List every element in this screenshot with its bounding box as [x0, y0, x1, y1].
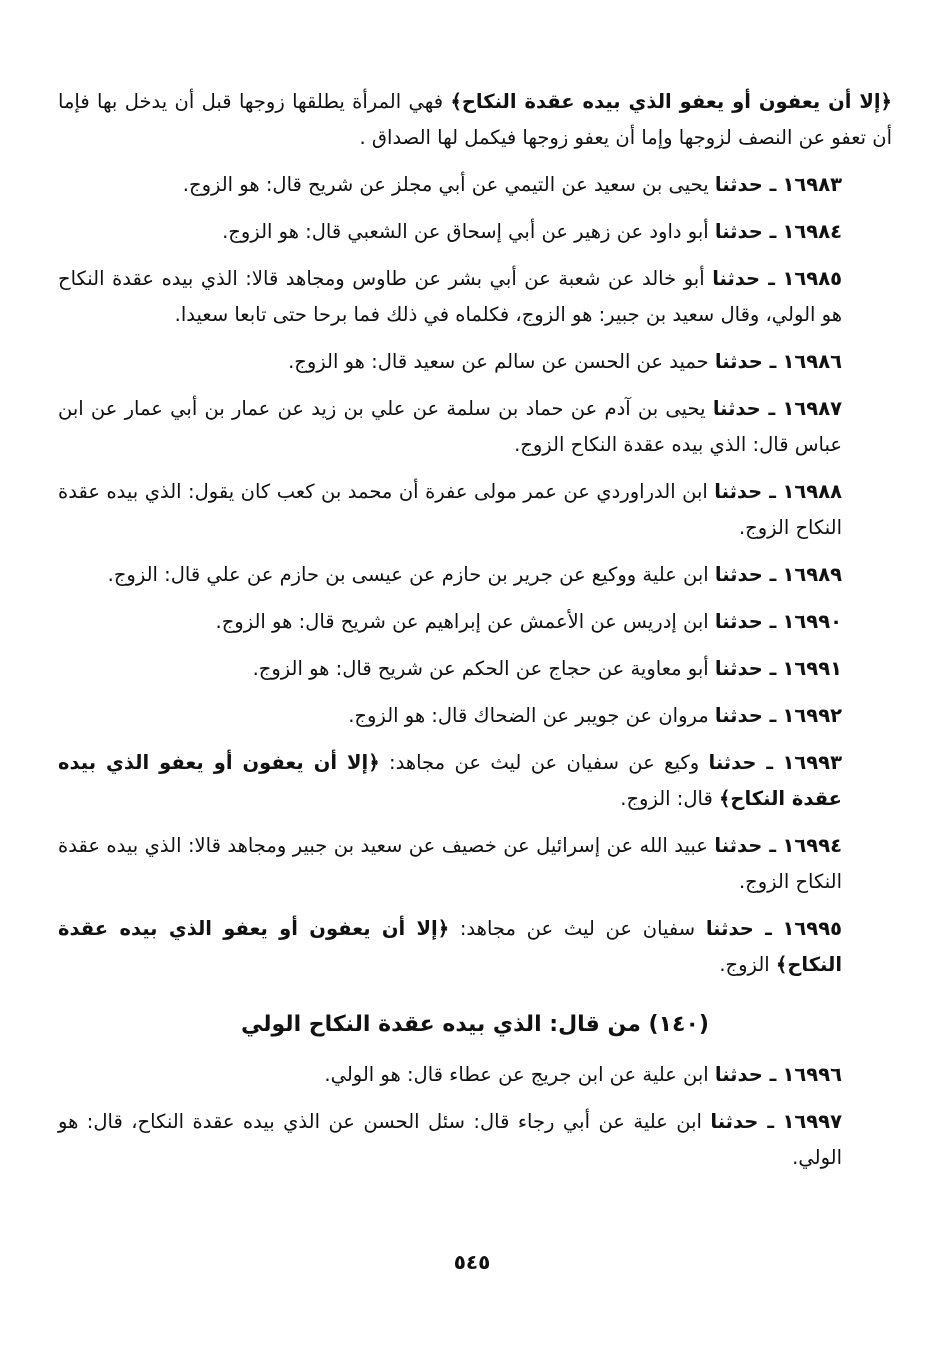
hadith-number: ١٦٩٩٥ — [782, 917, 842, 940]
hadith-lead: ـ حدثنا — [714, 563, 777, 586]
hadith-lead: ـ حدثنا — [714, 350, 777, 373]
hadith-lead: ـ حدثنا — [708, 751, 774, 774]
hadith-number: ١٦٩٩٤ — [782, 834, 842, 857]
quran-quote: ﴿إلا أن يعفون أو يعفو الذي بيده عقدة النكاح﴾ — [450, 90, 892, 113]
hadith-number: ١٦٩٨٦ — [782, 350, 842, 373]
hadith-entry — [58, 344, 892, 380]
hadith-lead: ـ حدثنا — [714, 173, 777, 196]
hadith-entry — [58, 698, 892, 734]
hadith-text: يحيى بن آدم عن حماد بن سلمة عن علي بن زيد عن عمار بن أبي عمار عن ابن عباس قال: الذي بيده عقدة النكاح الزوج. — [58, 397, 842, 456]
intro-paragraph — [58, 84, 892, 156]
hadith-entry — [58, 557, 892, 593]
hadith-lead: ـ حدثنا — [714, 220, 777, 243]
hadith-lead: ـ حدثنا — [712, 397, 776, 420]
hadith-entry — [58, 391, 892, 463]
hadith-entry — [58, 214, 892, 250]
hadith-list — [58, 167, 892, 983]
hadith-lead: ـ حدثنا — [714, 480, 776, 503]
hadith-lead: ـ حدثنا — [712, 267, 775, 290]
hadith-number: ١٦٩٨٧ — [782, 397, 842, 420]
hadith-number: ١٦٩٩٠ — [782, 610, 842, 633]
hadith-lead: ـ حدثنا — [714, 610, 777, 633]
hadith-entry — [58, 911, 892, 983]
hadith-lead: ـ حدثنا — [710, 1110, 775, 1133]
hadith-tail: قال: الزوج. — [620, 787, 719, 810]
hadith-lead: ـ حدثنا — [714, 657, 777, 680]
hadith-text: ابن إدريس عن الأعمش عن إبراهيم عن شريح قال: هو الزوج. — [215, 610, 715, 633]
hadith-number: ١٦٩٩١ — [782, 657, 842, 680]
hadith-text: ابن علية عن أبي رجاء قال: سئل الحسن عن الذي بيده عقدة النكاح، قال: هو الولي. — [58, 1110, 842, 1169]
hadith-entry — [58, 604, 892, 640]
intro-text: فهي المرأة يطلقها زوجها قبل أن يدخل بها فإما أن تعفو عن النصف لزوجها وإما أن يعفو زوجها فيكمل لها الصداق . — [58, 90, 892, 149]
quran-quote: ﴿إلا أن يعفون أو يعفو الذي بيده عقدة النكاح﴾ — [58, 751, 842, 810]
hadith-text: ابن علية ووكيع عن جرير بن حازم عن عيسى بن حازم عن علي قال: الزوج. — [107, 563, 715, 586]
hadith-lead: ـ حدثنا — [705, 917, 772, 940]
hadith-entry — [58, 828, 892, 900]
hadith-text: مروان عن جويبر عن الضحاك قال: هو الزوج. — [348, 704, 715, 727]
hadith-text: أبو داود عن زهير عن أبي إسحاق عن الشعبي قال: هو الزوج. — [222, 220, 715, 243]
page-number: ٥٤٥ — [453, 1250, 491, 1274]
hadith-text: ابن الدراوردي عن عمر مولى عفرة أن محمد بن كعب كان يقول: الذي بيده عقدة النكاح الزوج. — [58, 480, 842, 539]
hadith-number: ١٦٩٨٤ — [782, 220, 842, 243]
hadith-entry — [58, 745, 892, 817]
hadith-lead: ـ حدثنا — [714, 834, 777, 857]
hadith-entry — [58, 651, 892, 687]
hadith-entry — [58, 474, 892, 546]
hadith-number: ١٦٩٨٩ — [782, 563, 842, 586]
hadith-list-2 — [58, 1057, 892, 1176]
hadith-number: ١٦٩٩٣ — [782, 751, 842, 774]
hadith-text: أبو خالد عن شعبة عن أبي بشر عن طاوس ومجاهد قالا: الذي بيده عقدة النكاح هو الولي، وقال سعيد بن جبير: هو الزوج، فكلماه في ذلك فما برحا حتى تابعا سعيدا. — [58, 267, 842, 326]
hadith-lead: ـ حدثنا — [714, 1063, 777, 1086]
hadith-number: ١٦٩٨٣ — [782, 173, 842, 196]
hadith-lead: ـ حدثنا — [714, 704, 777, 727]
hadith-number: ١٦٩٩٦ — [782, 1063, 842, 1086]
hadith-entry — [58, 1104, 892, 1176]
hadith-number: ١٦٩٩٧ — [782, 1110, 842, 1133]
hadith-number: ١٦٩٨٨ — [782, 480, 842, 503]
hadith-text: ابن علية عن ابن جريج عن عطاء قال: هو الولي. — [324, 1063, 715, 1086]
hadith-tail: الزوج. — [719, 953, 776, 976]
quran-quote: ﴿إلا أن يعفون أو يعفو الذي بيده عقدة النكاح﴾ — [58, 917, 842, 976]
hadith-entry — [58, 1057, 892, 1093]
hadith-text: أبو معاوية عن حجاج عن الحكم عن شريح قال: هو الزوج. — [252, 657, 715, 680]
hadith-entry — [58, 261, 892, 333]
hadith-number: ١٦٩٨٥ — [782, 267, 842, 290]
hadith-text: عبيد الله عن إسرائيل عن خصيف عن سعيد بن جبير ومجاهد قالا: الذي بيده عقدة النكاح الزوج. — [58, 834, 842, 893]
hadith-entry — [58, 167, 892, 203]
section-heading: (١٤٠) من قال: الذي بيده عقدة النكاح الولي — [241, 1012, 709, 1037]
hadith-text: سفيان عن ليث عن مجاهد: — [449, 917, 706, 940]
hadith-text: وكيع عن سفيان عن ليث عن مجاهد: — [379, 751, 709, 774]
hadith-number: ١٦٩٩٢ — [782, 704, 842, 727]
hadith-text: حميد عن الحسن عن سالم عن سعيد قال: هو الزوج. — [288, 350, 715, 373]
hadith-text: يحيى بن سعيد عن التيمي عن أبي مجلز عن شريح قال: هو الزوج. — [182, 173, 715, 196]
